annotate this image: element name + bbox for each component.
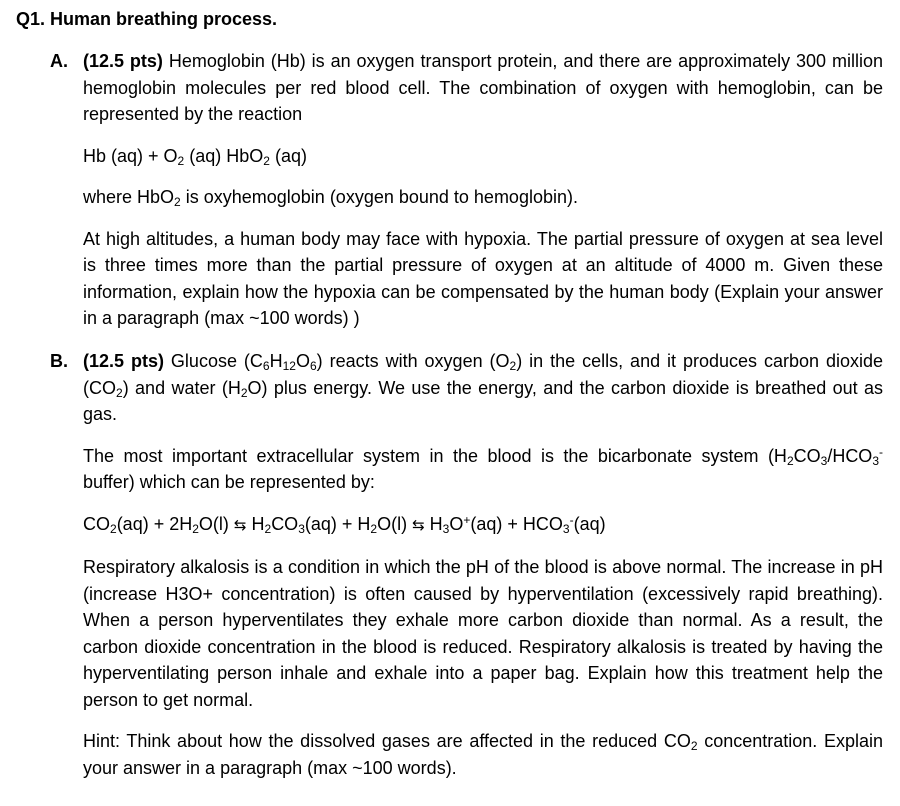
part-a-points: (12.5 pts) <box>83 51 163 71</box>
question-title: Q1. Human breathing process. <box>16 9 278 29</box>
equilibrium-arrow-icon: ⇆ <box>233 516 247 534</box>
part-b-buffer: The most important extracellular system in the blood is the bicarbonate system ($H_2CO_3/HCO_3^-$ buffer) which can be represented by: <box>83 444 883 492</box>
equilibrium-arrow-icon: ⇆ <box>412 516 425 534</box>
part-b-alkalosis: Respiratory alkalosis is a condition in which the pH of the blood is above normal. The increase in pH (increase H3O+ concentration) is often caused by hyperventilation (excessively rapid breathing). When a person hyperventilates they exhale more carbon dioxide than normal. As a result, the carbon dioxide concentration in the blood is reduced. Respiratory alkalosis is treated by having the hyperventilating person inhale and exhale into a paper bag. Explain how this treatment help the person to get normal. <box>83 557 883 710</box>
oxyhemoglobin-definition: where HbO$_2$ is oxyhemoglobin (oxygen bound to hemoglobin). <box>83 187 578 209</box>
part-a-letter: A. <box>50 51 68 71</box>
part-b-points: (12.5 pts) <box>83 351 164 371</box>
part-b-hint: Hint: Think about how the dissolved gases are affected in the reduced $CO_2$ concentration. Explain your answer in a paragraph (max ~100 words). <box>83 731 883 778</box>
part-b-glucose: (12.5 pts) Glucose $(C_6H_{12}O_6)$ reacts with oxygen $(O_2)$ in the cells, and it produces carbon dioxide $(CO_2)$ and water $(H_2O)$ plus energy. We use the energy, and the carbon dioxide is breathed out as gas. <box>83 351 884 424</box>
part-a-intro: (12.5 pts) Hemoglobin (Hb) is an oxygen transport protein, and there are approximately 300 million hemoglobin molecules per red blood cell. The combination of oxygen with hemoglobin, can be represented by the reaction <box>83 51 883 124</box>
bicarbonate-equation: $CO_2(aq) + 2H_2O(l)$ ⇆ $H_2CO_3(aq) + H_2O(l)$ ⇆ $H_3O^+(aq) + HCO_3^-(aq)$ <box>83 512 606 536</box>
part-a-altitude-question: At high altitudes, a human body may face with hypoxia. The partial pressure of oxygen at sea level is three times more than the partial pressure of oxygen at an altitude of 4000 m. Given these information, explain how the hypoxia can be compensated by the human body (Explain your answer in a paragraph (max ~100 words) ) <box>83 228 883 328</box>
part-a <box>50 48 883 332</box>
part-b-letter: B. <box>50 351 68 371</box>
hemoglobin-equation: Hb $(aq) + O_2$ (aq) HbO$_2$ (aq) <box>83 145 307 168</box>
part-b <box>50 348 883 781</box>
